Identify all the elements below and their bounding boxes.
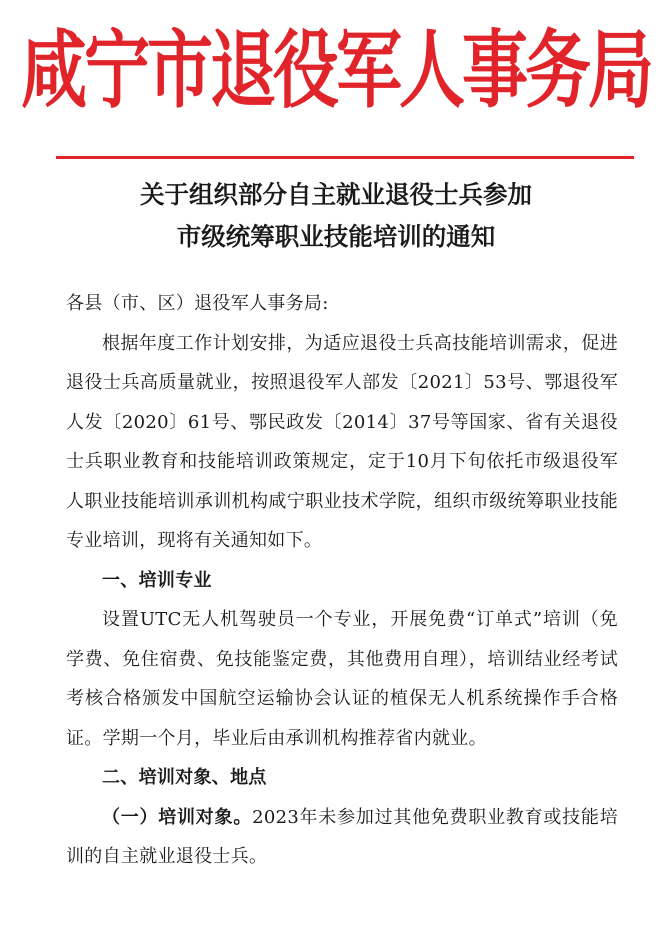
salutation: 各县（市、区）退役军人事务局: <box>66 293 329 314</box>
section-2-sub-1-text: 2023年未参加过其他免费职业教育或技能培训的自主就业退役士兵。 <box>66 806 618 867</box>
section-1-paragraph: 设置UTC无人机驾驶员一个专业，开展免费“订单式”培训（免学费、免住宿费、免技能鉴定费，其他费用自理），培训结业经考试考核合格颁发中国航空运输协会认证的植保无人机系统操作手合格证。学期一个月，毕业后由承训机构推荐省内就业。 <box>66 609 618 749</box>
section-2-sub-1-label: （一）培训对象。 <box>102 806 253 828</box>
document-title-line-1: 关于组织部分自主就业退役士兵参加 <box>140 180 532 209</box>
section-2-sub-1 <box>66 798 618 877</box>
masthead-divider <box>56 156 634 159</box>
document-body <box>66 284 618 877</box>
intro-paragraph: 根据年度工作计划安排，为适应退役士兵高技能培训需求，促进退役士兵高质量就业，按照退役军人部发〔2021〕53号、鄂退役军人发〔2020〕61号、鄂民政发〔2014〕37号等国家、省有关退役士兵职业教育和技能培训政策规定，定于10月下旬依托市级退役军人职业技能培训承训机构咸宁职业技术学院，组织市级统筹职业技能专业培训，现将有关通知如下。 <box>66 332 618 551</box>
document-title-line-2: 市级统筹职业技能培训的通知 <box>176 222 496 251</box>
document-title <box>0 174 672 258</box>
section-2-heading: 二、培训对象、地点 <box>102 767 267 788</box>
section-1-heading: 一、培训专业 <box>102 569 212 591</box>
agency-masthead: 咸宁市退役军人事务局 <box>21 20 651 121</box>
